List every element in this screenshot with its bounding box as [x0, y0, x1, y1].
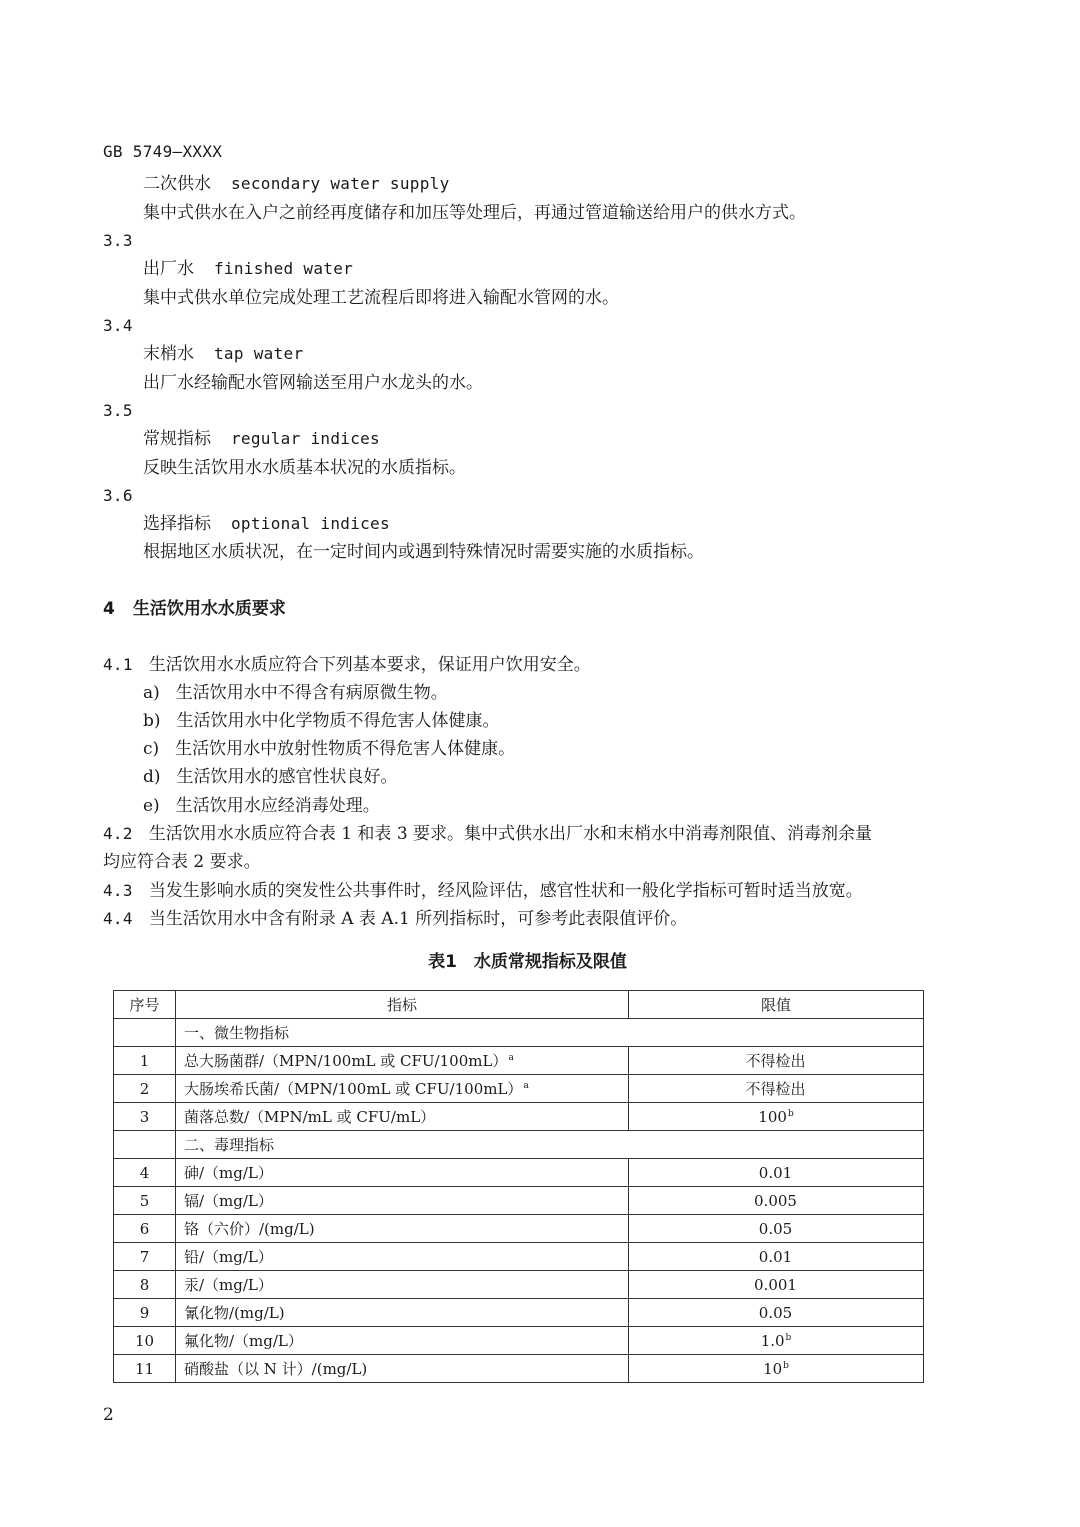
clause-text: 当生活饮用水中含有附录 A 表 A.1 所列指标时，可参考此表限值评价。 [148, 909, 688, 929]
row-number: 9 [114, 1299, 176, 1327]
index-name: 菌落总数/（MPN/mL 或 CFU/mL） [184, 1108, 436, 1126]
limit-value: 不得检出 [745, 1052, 806, 1070]
limit-cell [629, 1243, 924, 1271]
index-name: 铬（六价）/(mg/L) [184, 1220, 315, 1238]
list-item-label: b) [143, 711, 161, 731]
term-heading [143, 516, 390, 533]
index-cell [176, 1075, 629, 1103]
clause-4-2 [103, 826, 872, 843]
limit-value: 0.05 [758, 1303, 793, 1322]
index-cell [176, 1327, 629, 1355]
table-row [114, 1271, 924, 1299]
index-cell [176, 1159, 629, 1187]
list-item [143, 741, 515, 758]
clause-text: 当发生影响水质的突发性公共事件时，经风险评估，感官性状和一般化学指标可暂时适当放宽。 [148, 881, 863, 901]
clause-4-1 [103, 657, 591, 674]
term-definition: 集中式供水单位完成处理工艺流程后即将进入输配水管网的水。 [143, 288, 619, 308]
index-cell [176, 1299, 629, 1327]
limit-cell [629, 1159, 924, 1187]
table-caption: 表1 水质常规指标及限值 [428, 952, 627, 972]
table-row [114, 1159, 924, 1187]
limit-value: 100 [758, 1107, 787, 1126]
row-number: 2 [114, 1075, 176, 1103]
index-cell [176, 1355, 629, 1383]
table-row [114, 1243, 924, 1271]
table-row [114, 1299, 924, 1327]
term-definition: 集中式供水在入户之前经再度储存和加压等处理后，再通过管道输送给用户的供水方式。 [143, 203, 806, 223]
index-cell [176, 1215, 629, 1243]
header-limit: 限值 [629, 991, 924, 1019]
table-row [114, 1103, 924, 1131]
table-header-row [114, 991, 924, 1019]
limit-value: 不得检出 [745, 1080, 806, 1098]
index-name: 硝酸盐（以 N 计）/(mg/L) [184, 1360, 368, 1378]
header-no: 序号 [114, 991, 176, 1019]
clause-number: 4.3 [103, 881, 133, 900]
index-name: 铅/（mg/L） [184, 1248, 273, 1266]
term-zh: 二次供水 [143, 174, 211, 194]
list-item-text: 生活饮用水中化学物质不得危害人体健康。 [176, 711, 500, 731]
index-cell [176, 1047, 629, 1075]
list-item [143, 713, 500, 730]
list-item-label: e) [143, 796, 160, 816]
list-item [143, 769, 398, 786]
limit-cell [629, 1327, 924, 1355]
index-name: 大肠埃希氏菌/（MPN/100mL 或 CFU/100mL） [184, 1080, 523, 1098]
term-heading [143, 261, 353, 278]
term-zh: 常规指标 [143, 429, 211, 449]
table-section-row [114, 1019, 924, 1047]
index-name: 氟化物/（mg/L） [184, 1332, 303, 1350]
term-en: secondary water supply [231, 174, 450, 193]
header-index: 指标 [176, 991, 629, 1019]
list-item [143, 798, 380, 815]
term-number: 3.5 [103, 401, 133, 420]
section-label: 一、微生物指标 [176, 1019, 924, 1047]
term-en: finished water [214, 259, 354, 278]
clause-number: 4.4 [103, 909, 133, 928]
table-section-row [114, 1131, 924, 1159]
limit-cell [629, 1271, 924, 1299]
table-row [114, 1187, 924, 1215]
limit-cell [629, 1103, 924, 1131]
clause-text: 生活饮用水水质应符合表 1 和表 3 要求。集中式供水出厂水和末梢水中消毒剂限值、消毒剂余量 [148, 824, 873, 844]
section-title: 生活饮用水水质要求 [132, 599, 286, 619]
table-row [114, 1215, 924, 1243]
term-en: optional indices [231, 514, 390, 533]
term-zh: 末梢水 [143, 344, 194, 364]
limit-value: 10 [763, 1359, 783, 1378]
list-item-text: 生活饮用水中不得含有病原微生物。 [175, 683, 448, 703]
index-name: 总大肠菌群/（MPN/100mL 或 CFU/100mL） [184, 1052, 508, 1070]
index-cell [176, 1187, 629, 1215]
row-number: 3 [114, 1103, 176, 1131]
clause-4-4 [103, 911, 687, 928]
limit-value: 1.0 [760, 1331, 785, 1350]
limit-cell [629, 1215, 924, 1243]
table-row [114, 1047, 924, 1075]
clause-text-continued: 均应符合表 2 要求。 [103, 852, 261, 872]
section-row-spacer [114, 1019, 176, 1047]
list-item-text: 生活饮用水的感官性状良好。 [176, 767, 398, 787]
table-row [114, 1075, 924, 1103]
footnote-mark: b [783, 1360, 789, 1371]
limit-cell [629, 1075, 924, 1103]
row-number: 8 [114, 1271, 176, 1299]
clause-text: 生活饮用水水质应符合下列基本要求，保证用户饮用安全。 [148, 655, 591, 675]
term-en: regular indices [231, 429, 380, 448]
clause-4-3 [103, 883, 863, 900]
clause-number: 4.1 [103, 655, 133, 674]
limit-value: 0.01 [758, 1247, 793, 1266]
row-number: 5 [114, 1187, 176, 1215]
list-item-label: a) [143, 683, 160, 703]
term-heading [143, 431, 380, 448]
limit-value: 0.05 [758, 1219, 793, 1238]
term-number: 3.6 [103, 486, 133, 505]
page-number: 2 [103, 1405, 114, 1425]
limit-value: 0.01 [758, 1163, 793, 1182]
term-definition: 出厂水经输配水管网输送至用户水龙头的水。 [143, 373, 483, 393]
table-body [114, 1019, 924, 1383]
table-row [114, 1327, 924, 1355]
section-label: 二、毒理指标 [176, 1131, 924, 1159]
index-name: 镉/（mg/L） [184, 1192, 273, 1210]
limit-value: 0.001 [754, 1275, 797, 1294]
section-number: 4 [103, 599, 115, 619]
index-name: 氰化物/(mg/L) [184, 1304, 285, 1322]
term-en: tap water [214, 344, 304, 363]
footnote-mark: b [785, 1332, 792, 1343]
index-cell [176, 1271, 629, 1299]
term-number: 3.3 [103, 231, 133, 250]
row-number: 1 [114, 1047, 176, 1075]
section-row-spacer [114, 1131, 176, 1159]
table-row [114, 1355, 924, 1383]
row-number: 4 [114, 1159, 176, 1187]
index-cell [176, 1103, 629, 1131]
footnote-mark: b [787, 1108, 794, 1119]
list-item [143, 685, 448, 702]
index-name: 汞/（mg/L） [184, 1276, 273, 1294]
row-number: 7 [114, 1243, 176, 1271]
section-heading [103, 601, 286, 618]
row-number: 6 [114, 1215, 176, 1243]
term-definition: 根据地区水质状况，在一定时间内或遇到特殊情况时需要实施的水质指标。 [143, 542, 704, 562]
term-zh: 出厂水 [143, 259, 194, 279]
list-item-text: 生活饮用水中放射性物质不得危害人体健康。 [175, 739, 516, 759]
list-item-text: 生活饮用水应经消毒处理。 [175, 796, 380, 816]
term-number: 3.4 [103, 316, 133, 335]
term-heading [143, 346, 303, 363]
clause-number: 4.2 [103, 824, 133, 843]
standard-code: GB 5749—XXXX [103, 142, 223, 161]
water-quality-table [113, 990, 924, 1383]
list-item-label: d) [143, 767, 161, 787]
limit-cell [629, 1047, 924, 1075]
limit-cell [629, 1355, 924, 1383]
limit-cell [629, 1299, 924, 1327]
term-zh: 选择指标 [143, 514, 211, 534]
row-number: 11 [114, 1355, 176, 1383]
limit-cell [629, 1187, 924, 1215]
list-item-label: c) [143, 739, 160, 759]
index-cell [176, 1243, 629, 1271]
row-number: 10 [114, 1327, 176, 1355]
footnote-mark: a [523, 1081, 529, 1091]
index-name: 砷/（mg/L） [184, 1164, 273, 1182]
footnote-mark: a [508, 1053, 514, 1063]
term-definition: 反映生活饮用水水质基本状况的水质指标。 [143, 458, 466, 478]
term-heading [143, 176, 450, 193]
limit-value: 0.005 [754, 1191, 797, 1210]
